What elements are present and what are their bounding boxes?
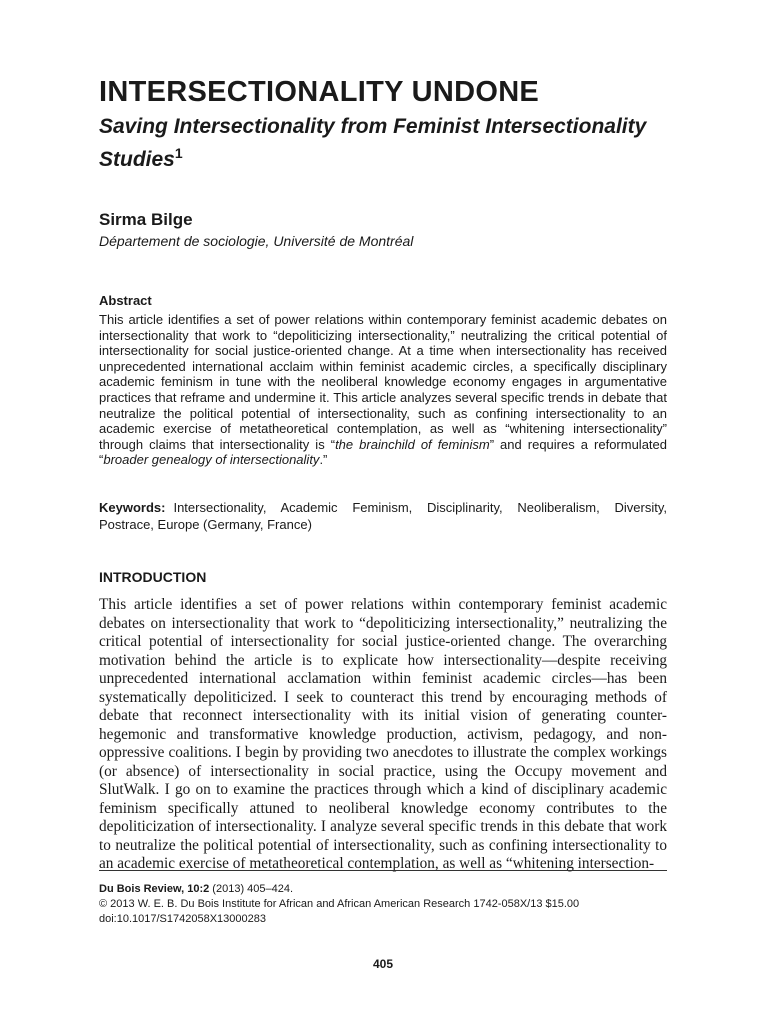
footer-copyright: © 2013 W. E. B. Du Bois Institute for African and African American Research 1742-058X/13 $15.00 [99, 898, 580, 910]
abstract-italic-b: broader genealogy of intersectionality [103, 452, 320, 468]
abstract-heading: Abstract [99, 293, 152, 308]
introduction-text: This article identifies a set of power relations within contemporary feminist academic debates on intersectionality that work to “depoliticizing intersectionality,” neutralizing the critical potential of intersectionality for social justice-oriented change. The overarching motivation behind the article is to explicate how intersectionality—despite receiving unprecedented international acclamation within feminist academic circles—has been systematically depoliticized. I seek to counteract this trend by encouraging methods of debate that reconnect intersectionality with its initial vision of generating counter-hegemonic and transformative knowledge production, activism, pedagogy, and non-oppressive coalitions. I begin by providing two anecdotes to illustrate the complex workings (or absence) of intersectionality in social practice, using the Occupy movement and SlutWalk. I go on to examine the practices through which a kind of disciplinary academic feminism specifically attuned to neoliberal knowledge economy contributes to the depoliticization of intersectionality. I analyze several specific trends in this debate that work to neutralize the political potential of intersectionality, such as confining intersectionality to an academic exercise of metatheoretical contemplation, as well as “whitening intersection- [99, 596, 667, 872]
abstract-text-a: This article identifies a set of power relations within contemporary feminist academic debates on intersectionality that work to “depoliticizing intersectionality,” neutralizing the critical potential of intersectionality for social justice-oriented change. At a time when intersectionality has received unprecedented international acclaim within feminist academic circles, a specifically disciplinary academic feminism in tune with the neoliberal knowledge economy engages in argumentative practices that reframe and undermine it. This article analyzes several specific trends in debate that neutralize the political potential of intersectionality, such as confining intersectionality to an academic exercise of metatheoretical contemplation, as well as “whitening intersectionality” through claims that intersectionality is “ [99, 312, 667, 452]
footer-journal: Du Bois Review, 10:2 [99, 883, 210, 895]
abstract-text-c: .” [319, 452, 328, 468]
article-subtitle [99, 114, 667, 173]
abstract-text-b: ” and requires a reformulated “ [99, 436, 667, 468]
page-number: 405 [372, 957, 394, 971]
footer-citation-text: (2013) 405–424. [209, 883, 294, 895]
footnote-marker[interactable]: 1 [174, 145, 183, 161]
author-name: Sirma Bilge [99, 210, 193, 229]
subtitle-text: Saving Intersectionality from Feminist Intersectionality Studies [99, 115, 647, 171]
keywords-text: Intersectionality, Academic Feminism, Disciplinarity, Neoliberalism, Diversity, Postrace, Europe (Germany, France) [99, 500, 667, 532]
author-affiliation: Département de sociologie, Université de Montréal [99, 233, 414, 249]
footer [99, 882, 667, 927]
footer-rule [99, 870, 667, 871]
article-title: INTERSECTIONALITY UNDONE [99, 76, 540, 108]
introduction-heading: INTRODUCTION [99, 569, 207, 585]
footer-citation [99, 882, 667, 897]
keywords-label: Keywords: [99, 500, 166, 515]
keywords [99, 499, 667, 533]
abstract-text [99, 312, 667, 468]
footer-doi[interactable]: doi:10.1017/S1742058X13000283 [99, 913, 266, 925]
abstract-italic-a: the brainchild of feminism [335, 436, 490, 452]
